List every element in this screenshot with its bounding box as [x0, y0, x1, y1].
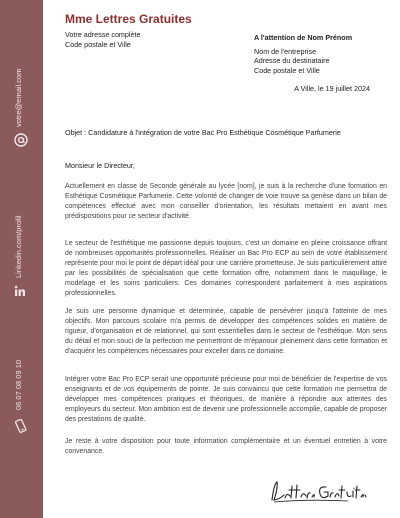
- phone-icon: [14, 419, 27, 433]
- paragraph: Le secteur de l'esthétique me passionne depuis toujours, c'est un domaine en pleine croissance offrant de nombreuses opportunités professionnelles. Réaliser un Bac Pro ECP au sein de votre établissement représente pour moi le point de départ idéal pour une carrière prometteuse. Je suis particulièrement attiré par les possibilités de spécialisation que cette formation offre, notamment dans le maquillage, le modelage et les soins particuliers. Ces domaines correspondent parfaitement à mes aspirations professionnelles.: [65, 240, 387, 297]
- sidebar-linkedin[interactable]: Linkedin.com/profil: [14, 215, 23, 278]
- recipient-block: [254, 33, 352, 75]
- paragraph: Je suis une personne dynamique et déterminée, capable de persévérer jusqu'à l'atteinte de mes objectifs. Mon parcours scolaire m'a permis de développer des compétences solides en matière de rigueur, d'organisation et de relationnel, qui sont essentielles dans le secteur de l'esthétique. Mon sens du détail et mon souci de la perfection me permettront de m'épanouir pleinement dans cette formation et d'acquérir les compétences nécessaires pour exceller dans ce domaine.: [65, 308, 387, 355]
- signature-logo: [268, 478, 368, 504]
- recipient-address: Adresse du destinataire: [254, 56, 330, 66]
- sender-name: Mme Lettres Gratuites: [65, 12, 192, 26]
- salutation: Monsieur le Directeur,: [65, 161, 135, 170]
- recipient-attention: A l'attention de Nom Prénom: [254, 33, 353, 42]
- sidebar: [0, 0, 43, 518]
- sender-address: Votre adresse complète: [65, 30, 141, 39]
- paragraph: Je reste à votre disposition pour toute information complémentaire et un éventuel entretien à votre convenance.: [65, 438, 387, 455]
- at-icon: [14, 133, 28, 147]
- paragraph: Actuellement en classe de Seconde générale au lycée [nom], je suis à la recherche d'une formation en Esthétique Cosmétique Parfumerie. Cette volonté de changer de voie trouve sa genèse dans un bilan de compétences effectué avec mon conseiller d'orientation, les résultats mettaient en avant mes prédispositions pour ce secteur d'activité.: [65, 183, 387, 220]
- recipient-company: Nom de l'entreprise: [254, 46, 317, 56]
- letter-date: A Ville, le 19 juillet 2024: [294, 84, 370, 93]
- sender-city: Code postale et Ville: [65, 39, 131, 49]
- letter-subject: Objet : Candidature à l'intégration de votre Bac Pro Esthétique Cosmétique Parfumerie: [65, 128, 341, 137]
- linkedin-icon: [14, 285, 26, 297]
- sidebar-email[interactable]: votre@email.com: [14, 68, 23, 127]
- paragraph: Intégrer votre Bac Pro ECP serait une opportunité précieuse pour moi de bénéficier de l'expertise de vos enseignants et de vos équipements de pointe. Je suis convaincu que cette formation me permettra de développer mes compétences pratiques et théoriques, de manière à répondre aux attentes des employeurs du secteur. Mon ambition est de devenir une professionnelle accomplie, capable de proposer des prestations de qualité.: [65, 376, 387, 423]
- sidebar-phone[interactable]: 06 07 08 09 10: [14, 359, 23, 410]
- sender-block: [65, 30, 141, 49]
- recipient-city: Code postale et Ville: [254, 65, 320, 75]
